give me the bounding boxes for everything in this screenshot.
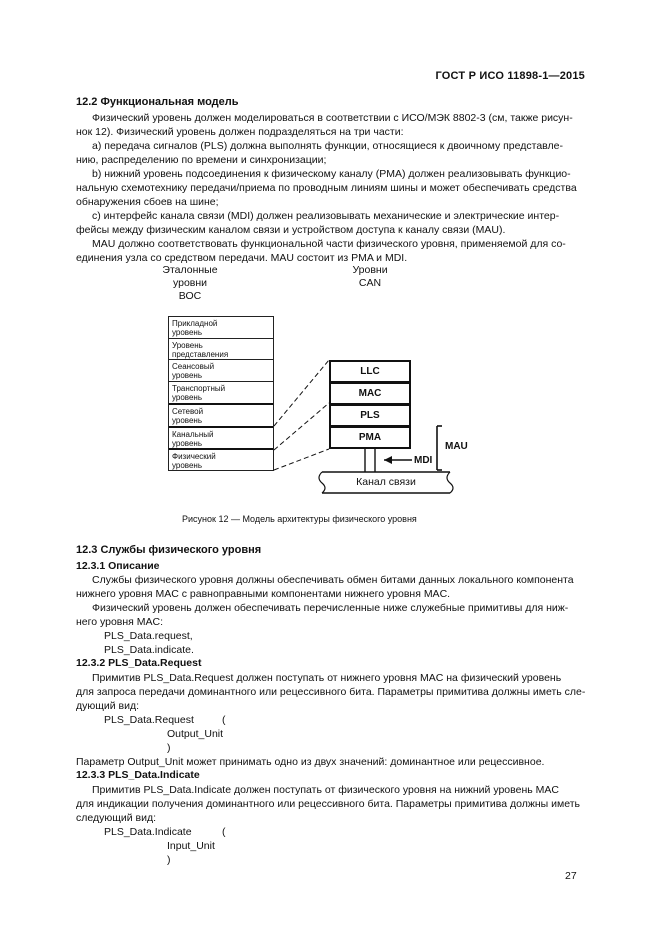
figure-caption: Рисунок 12 — Модель архитектуры физического уровня [182, 514, 417, 524]
paragraph-line: Физический уровень должен обеспечивать перечисленные ниже служебные примитивы для ниж- [92, 602, 569, 614]
connector-line-datalink-bottom [274, 403, 329, 450]
indicate-close-paren: ) [167, 854, 171, 866]
request-param: Output_Unit [167, 728, 224, 740]
paragraph-line: для запроса передачи доминантного или рецессивного бита. Параметры примитива должны иметь сле- [76, 686, 586, 698]
can-layer-llc: LLC [329, 360, 411, 383]
paragraph-line: нальную схемотехнику передачи/приема по проводным линиям шины и может обеспечивать средства [76, 182, 577, 194]
subsection-title-12-3-2: 12.3.2 PLS_Data.Request [76, 657, 202, 669]
channel-right-wave [447, 472, 453, 493]
mau-label: MAU [445, 441, 468, 452]
osi-layer-datalink: Канальный уровень [169, 426, 273, 448]
channel-left-wave [319, 472, 325, 493]
can-layer-mac: MAC [329, 382, 411, 405]
paragraph-line: нок 12). Физический уровень должен подразделяться на три части: [76, 126, 404, 138]
paragraph-line: единения узла со средством передачи. MAU состоит из PMA и MDI. [76, 252, 408, 264]
request-open-paren: ( [222, 714, 226, 726]
osi-layer-transport: Транспортный уровень [169, 381, 273, 402]
osi-layer-application: Прикладной уровень [172, 319, 218, 337]
connector-line-datalink-top [274, 360, 329, 426]
connector-line-physical-bottom [274, 449, 329, 470]
paragraph-line: Примитив PLS_Data.Request должен поступать от нижнего уровня MAC на физический уровень [92, 672, 562, 684]
paragraph-line: для индикации получения доминантного или рецессивного бита. Параметры примитива должны иметь [76, 798, 581, 810]
primitive-request: PLS_Data.request, [104, 630, 193, 642]
osi-layer-presentation: Уровень представления [169, 338, 273, 359]
paragraph-line: Физический уровень должен моделироваться в соответствии с ИСО/МЭК 8802-3 (см, также рисун- [92, 112, 573, 124]
section-title-12-2: 12.2 Функциональная модель [76, 96, 239, 108]
osi-layer-network: Сетевой уровень [169, 403, 273, 425]
section-title-12-3: 12.3 Службы физического уровня [76, 544, 262, 556]
subsection-title-12-3-3: 12.3.3 PLS_Data.Indicate [76, 769, 200, 781]
paragraph-line: b) нижний уровень подсоединения к физическому каналу (PMA) должен реализовывать функцио- [92, 168, 571, 180]
paragraph-line: фейсы между физическим каналом связи и устройством доступа к каналу связи (MAU). [76, 224, 506, 236]
paragraph-line: нижнего уровня MAC с равноправными компонентами нижнего уровня MAC. [76, 588, 451, 600]
can-layer-pma: PMA [329, 426, 411, 449]
can-title: Уровни CAN [352, 264, 388, 289]
mdi-arrow-head [384, 456, 392, 464]
paragraph-line: Примитив PLS_Data.Indicate должен поступать от физического уровня на нижний уровень MAC [92, 784, 559, 796]
osi-layer-session: Сеансовый уровень [169, 359, 273, 380]
page-number: 27 [565, 870, 577, 882]
paragraph-line: Параметр Output_Unit может принимать одно из двух значений: доминантное или рецессивное. [76, 756, 545, 768]
request-close-paren: ) [167, 742, 171, 754]
paragraph-line: MAU должно соответствовать функциональной части физического уровня, применяемой для со- [92, 238, 566, 250]
indicate-param: Input_Unit [167, 840, 215, 852]
paragraph-line: a) передача сигналов (PLS) должна выполнять функции, относящиеся к двоичному представле- [92, 140, 563, 152]
paragraph-line: Службы физического уровня должны обеспечивать обмен битами данных локального компонента [92, 574, 574, 586]
paragraph-line: обнаружения сбоев на шине; [76, 196, 219, 208]
document-id: ГОСТ Р ИСО 11898-1—2015 [435, 70, 585, 82]
request-signature-name: PLS_Data.Request [104, 714, 194, 726]
mdi-label: MDI [414, 455, 433, 466]
primitive-indicate: PLS_Data.indicate. [104, 644, 194, 656]
osi-title: Эталонные уровни ВОС [162, 264, 218, 302]
indicate-open-paren: ( [222, 826, 226, 838]
paragraph-line: него уровня MAC: [76, 616, 164, 628]
subsection-title-12-3-1: 12.3.1 Описание [76, 560, 160, 572]
paragraph-line: c) интерфейс канала связи (MDI) должен реализовывать механические и электрические интер- [92, 210, 560, 222]
paragraph-line: следующий вид: [76, 812, 157, 824]
paragraph-line: нию, распределению по времени и синхронизации; [76, 154, 327, 166]
indicate-signature-name: PLS_Data.Indicate [104, 826, 192, 838]
can-layer-pls: PLS [329, 404, 411, 427]
osi-layer-physical: Физический уровень [169, 448, 273, 470]
paragraph-line: дующий вид: [76, 700, 140, 712]
channel-label: Канал связи [356, 476, 416, 488]
